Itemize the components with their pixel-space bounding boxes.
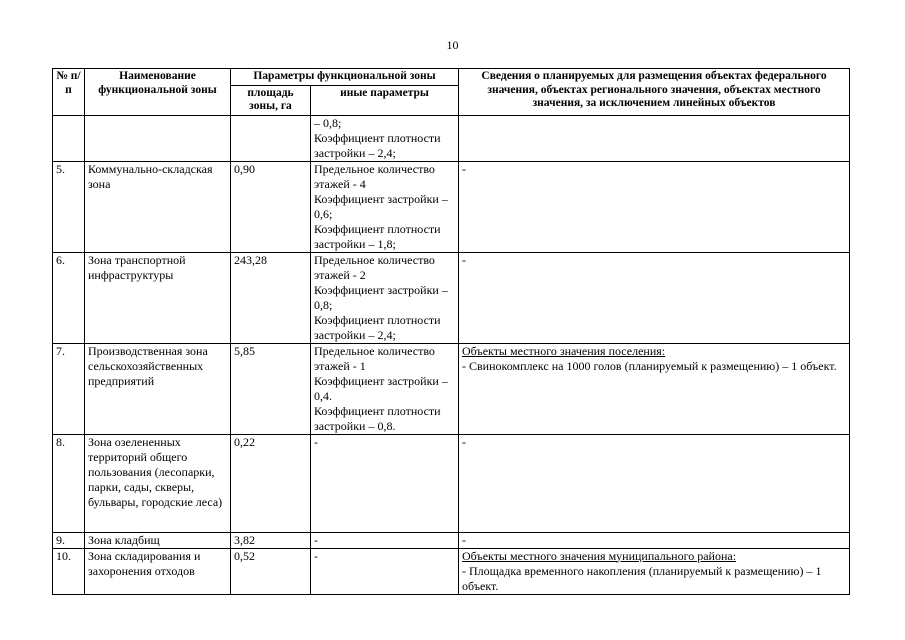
row-params: [311, 343, 459, 434]
objects-text: - Свинокомплекс на 1000 голов (планируемый к размещению) – 1 объект.: [462, 358, 837, 373]
table-row: [53, 548, 850, 594]
row-num: 6.: [53, 252, 85, 343]
row-zone-name: Зона озелененных территорий общего пользования (лесопарки, парки, сады, скверы, бульвары, городские леса): [85, 434, 231, 532]
row-zone-name: Производственная зона сельскохозяйственных предприятий: [85, 343, 231, 434]
row-area: 0,90: [231, 161, 311, 252]
row-area: 0,22: [231, 434, 311, 532]
row-objects: -: [459, 532, 850, 548]
param-line: – 0,8;: [314, 115, 342, 130]
row-params: [311, 161, 459, 252]
objects-title: Объекты местного значения муниципального района:: [462, 548, 737, 563]
table-row: [53, 252, 850, 343]
table-row: [53, 434, 850, 532]
header-num: № п/п: [53, 69, 85, 116]
table-row: [53, 343, 850, 434]
param-line: -: [314, 548, 318, 563]
row-zone-name: Коммунально-складская зона: [85, 161, 231, 252]
row-objects: -: [459, 252, 850, 343]
row-objects: -: [459, 434, 850, 532]
param-line: Коэффициент плотности застройки – 0,8.: [314, 403, 441, 433]
table-row: [53, 115, 850, 161]
functional-zones-table: [52, 68, 850, 595]
param-line: Коэффициент застройки – 0,8;: [314, 282, 448, 312]
param-line: Коэффициент застройки – 0,4.: [314, 373, 448, 403]
row-area: 5,85: [231, 343, 311, 434]
header-area: площадь зоны, га: [231, 85, 311, 115]
table-header-row: [53, 69, 850, 86]
param-line: Предельное количество этажей - 1: [314, 343, 435, 373]
objects-title: Объекты местного значения поселения:: [462, 343, 666, 358]
row-num: 8.: [53, 434, 85, 532]
row-objects: [459, 548, 850, 594]
row-num: 5.: [53, 161, 85, 252]
row-objects: -: [459, 161, 850, 252]
row-num: [53, 115, 85, 161]
row-area: 3,82: [231, 532, 311, 548]
row-zone-name: Зона складирования и захоронения отходов: [85, 548, 231, 594]
row-area: [231, 115, 311, 161]
param-line: Предельное количество этажей - 4: [314, 161, 435, 191]
param-line: -: [314, 532, 318, 547]
header-other-params: иные параметры: [311, 85, 459, 115]
row-num: 10.: [53, 548, 85, 594]
param-line: -: [314, 434, 318, 449]
row-params: [311, 252, 459, 343]
header-planned-objects: Сведения о планируемых для размещения объектах федерального значения, объектах регионального значения, объектах местного значения, за исключением линейных объектов: [459, 69, 850, 116]
param-line: Предельное количество этажей - 2: [314, 252, 435, 282]
objects-text: - Площадка временного накопления (планируемый к размещению) – 1 объект.: [462, 563, 822, 593]
header-zone-name: Наименование функциональной зоны: [85, 69, 231, 116]
row-objects: [459, 115, 850, 161]
row-num: 9.: [53, 532, 85, 548]
row-params: [311, 115, 459, 161]
param-line: Коэффициент плотности застройки – 2,4;: [314, 130, 441, 160]
row-params: [311, 434, 459, 532]
table-row: [53, 161, 850, 252]
page-number: 10: [446, 38, 459, 52]
row-area: 0,52: [231, 548, 311, 594]
row-objects: [459, 343, 850, 434]
row-zone-name: [85, 115, 231, 161]
row-params: [311, 532, 459, 548]
param-line: Коэффициент плотности застройки – 1,8;: [314, 221, 441, 251]
param-line: Коэффициент плотности застройки – 2,4;: [314, 312, 441, 342]
row-zone-name: Зона транспортной инфраструктуры: [85, 252, 231, 343]
row-num: 7.: [53, 343, 85, 434]
row-zone-name: Зона кладбищ: [85, 532, 231, 548]
param-line: Коэффициент застройки – 0,6;: [314, 191, 448, 221]
row-area: 243,28: [231, 252, 311, 343]
header-zone-parameters: Параметры функциональной зоны: [231, 69, 459, 86]
row-params: [311, 548, 459, 594]
table-row: [53, 532, 850, 548]
